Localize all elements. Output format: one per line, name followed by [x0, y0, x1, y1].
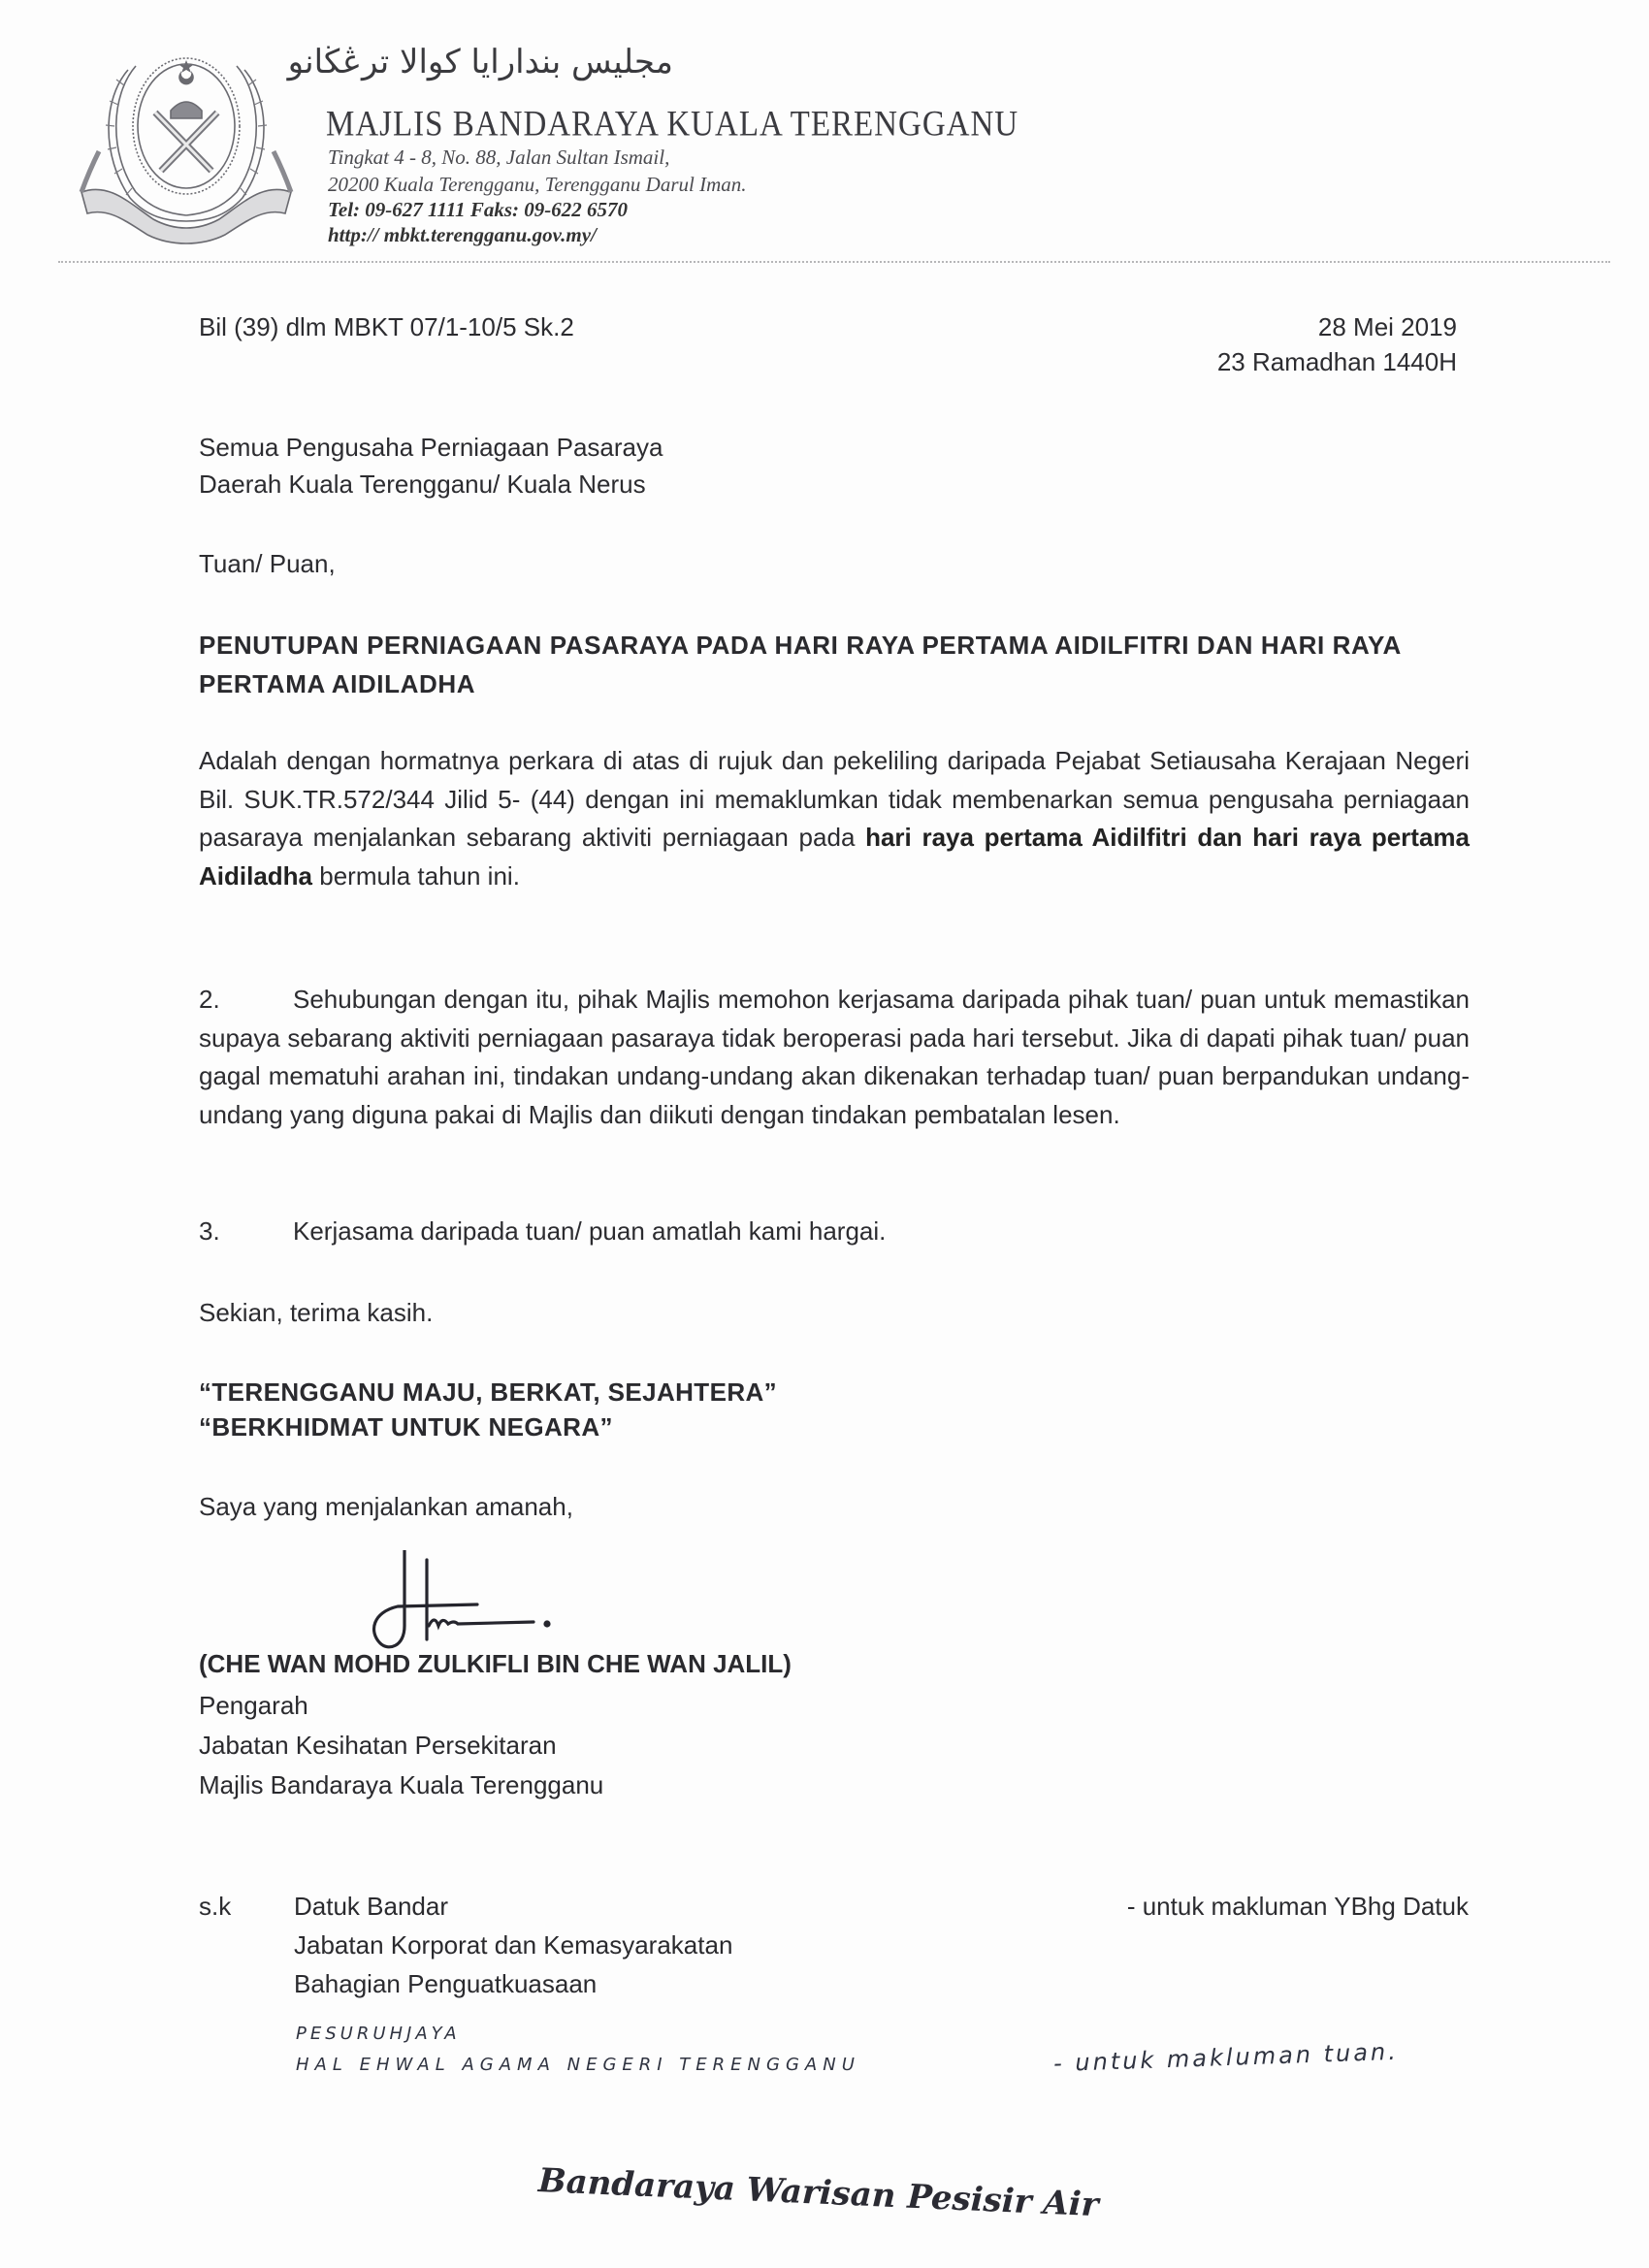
- copy-to-item: Jabatan Korporat dan Kemasyarakatan: [294, 1930, 733, 1960]
- council-crest-icon: [60, 37, 312, 250]
- signer-department: Jabatan Kesihatan Persekitaran: [199, 1731, 557, 1760]
- reference-number: Bil (39) dlm MBKT 07/1-10/5 Sk.2: [199, 312, 574, 341]
- signature-icon: [359, 1550, 611, 1657]
- address-line-2: 20200 Kuala Terengganu, Terengganu Darul Iman.: [328, 173, 747, 196]
- letter-subject: PENUTUPAN PERNIAGAAN PASARAYA PADA HARI RAYA PERTAMA AIDILFITRI DAN HARI RAYA PERTAMA AIDILADHA: [199, 631, 1401, 698]
- recipient-line-1: Semua Pengusaha Perniagaan Pasaraya: [199, 433, 663, 462]
- paragraph-1: [199, 742, 1470, 895]
- copy-to-note: - untuk makluman YBhg Datuk: [1126, 1892, 1469, 1921]
- copy-to-label: s.k: [199, 1892, 232, 1921]
- paragraph-2-number: 2.: [199, 985, 220, 1014]
- paragraph-1-text: Adalah dengan hormatnya perkara di atas di rujuk dan pekeliling daripada Pejabat Setiausaha Kerajaan Negeri Bil. SUK.TR.572/344 Jilid 5- (44) dengan ini memaklumkan tidak membenarkan semua pengusaha perniagaan pasaraya menjalankan sebarang aktiviti perniagaan pada: [199, 746, 1470, 852]
- contact-numbers: Tel: 09-627 1111 Faks: 09-622 6570: [328, 198, 628, 221]
- letterhead-divider: [58, 261, 1610, 263]
- copy-to-item: Datuk Bandar: [294, 1892, 448, 1921]
- handwritten-copy-to-note: - untuk makluman tuan.: [1052, 2037, 1400, 2078]
- paragraph-2: [199, 981, 1470, 1134]
- signoff: Saya yang menjalankan amanah,: [199, 1492, 573, 1521]
- handwritten-copy-to-line-1: PESURUHJAYA: [296, 2024, 461, 2044]
- signer-organization: Majlis Bandaraya Kuala Terengganu: [199, 1770, 604, 1799]
- paragraph-3-text: Kerjasama daripada tuan/ puan amatlah kami hargai.: [293, 1216, 887, 1246]
- date-gregorian: 28 Mei 2019: [1317, 312, 1457, 341]
- salutation: Tuan/ Puan,: [199, 549, 336, 578]
- handwritten-copy-to-line-2: HAL EHWAL AGAMA NEGERI TERENGGANU: [296, 2055, 860, 2075]
- org-name-jawi: مجليس بندارايا كوالا ترڠڬانو: [287, 43, 673, 81]
- paragraph-1-emphasis: hari raya pertama Aidilfitri dan hari raya pertama Aidiladha: [199, 823, 1471, 891]
- service-motto: “BERKHIDMAT UNTUK NEGARA”: [199, 1412, 613, 1442]
- closing-line: Sekian, terima kasih.: [199, 1298, 434, 1327]
- org-name: MAJLIS BANDARAYA KUALA TERENGGANU: [326, 105, 1019, 145]
- council-seal-logo: [60, 37, 312, 250]
- recipient-line-2: Daerah Kuala Terengganu/ Kuala Nerus: [199, 470, 646, 499]
- signer-title: Pengarah: [199, 1691, 308, 1720]
- footer-motto: Bandaraya Warisan Pesisir Air: [537, 2161, 1100, 2225]
- website-link[interactable]: http:// mbkt.terengganu.gov.my/: [328, 223, 597, 246]
- signer-name: (CHE WAN MOHD ZULKIFLI BIN CHE WAN JALIL): [199, 1649, 792, 1678]
- handwritten-signature: [359, 1550, 611, 1657]
- date-hijri: 23 Ramadhan 1440H: [1216, 347, 1457, 376]
- state-motto: “TERENGGANU MAJU, BERKAT, SEJAHTERA”: [199, 1377, 778, 1407]
- address-line-1: Tingkat 4 - 8, No. 88, Jalan Sultan Ismail,: [328, 146, 670, 169]
- paragraph-3: [199, 1216, 886, 1247]
- paragraph-3-number: 3.: [199, 1216, 220, 1246]
- paragraph-1-text-end: bermula tahun ini.: [312, 860, 520, 891]
- paragraph-2-text: Sehubungan dengan itu, pihak Majlis memohon kerjasama daripada pihak tuan/ puan untuk memastikan supaya sebarang aktiviti perniagaan pasaraya tidak beroperasi pada hari tersebut. Jika di dapati pihak tuan/ puan gagal mematuhi arahan ini, tindakan undang-undang akan dikenakan terhadap tuan/ puan berpandukan undang-undang yang diguna pakai di Majlis dan diikuti dengan tindakan pembatalan lesen.: [199, 985, 1470, 1129]
- copy-to-item: Bahagian Penguatkuasaan: [294, 1969, 598, 1998]
